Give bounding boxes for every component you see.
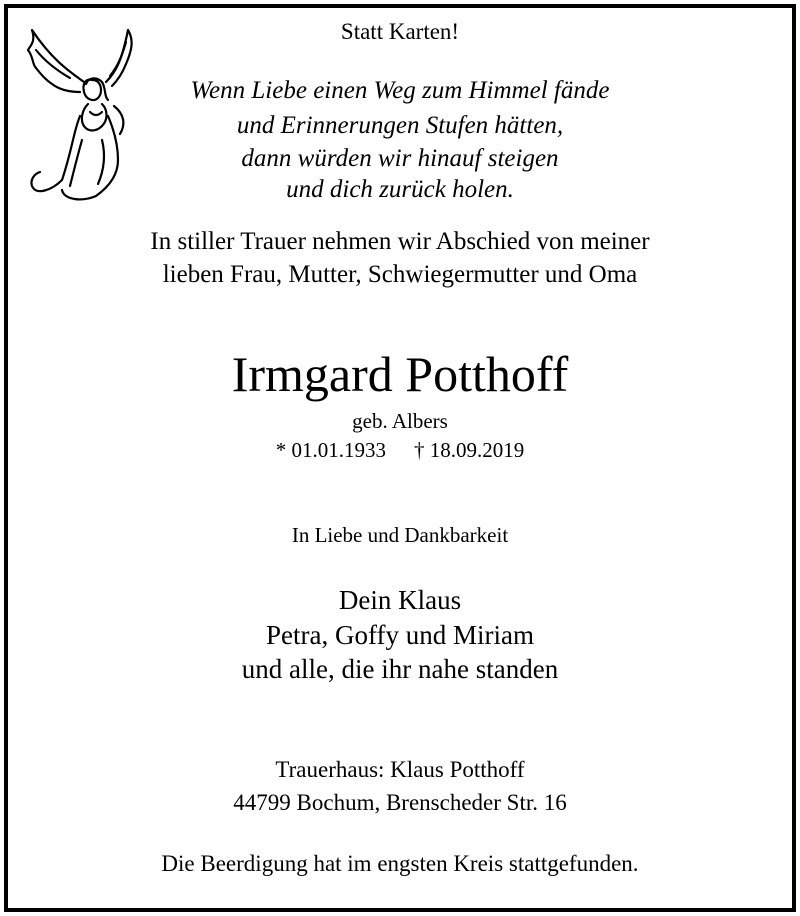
death-date: † 18.09.2019 [414,438,525,462]
poem-line: dann würden wir hinauf steigen [241,145,559,172]
poem-line: Wenn Liebe einen Weg zum Himmel fände [190,77,610,104]
poem-line: und dich zurück holen. [286,176,514,203]
life-dates [0,440,800,461]
announcement-line: lieben Frau, Mutter, Schwiegermutter und Oma [162,261,638,288]
deceased-name: Irmgard Potthoff [231,346,569,402]
mourner-line: und alle, die ihr nahe standen [241,654,559,684]
address-line: Trauerhaus: Klaus Potthoff [275,757,525,782]
footer-note: Die Beerdigung hat im engsten Kreis stattgefunden. [161,851,639,876]
birth-name: geb. Albers [352,409,448,433]
closing-phrase: In Liebe und Dankbarkeit [291,523,509,547]
mourner-line: Dein Klaus [338,585,462,615]
address-line: 44799 Bochum, Brenscheder Str. 16 [233,790,567,815]
birth-date: * 01.01.1933 [275,438,386,462]
intro-text: Statt Karten! [340,19,460,44]
poem-line: und Erinnerungen Stufen hätten, [236,112,564,139]
mourner-line: Petra, Goffy und Miriam [266,620,534,650]
announcement-line: In stiller Trauer nehmen wir Abschied von meiner [150,228,650,255]
